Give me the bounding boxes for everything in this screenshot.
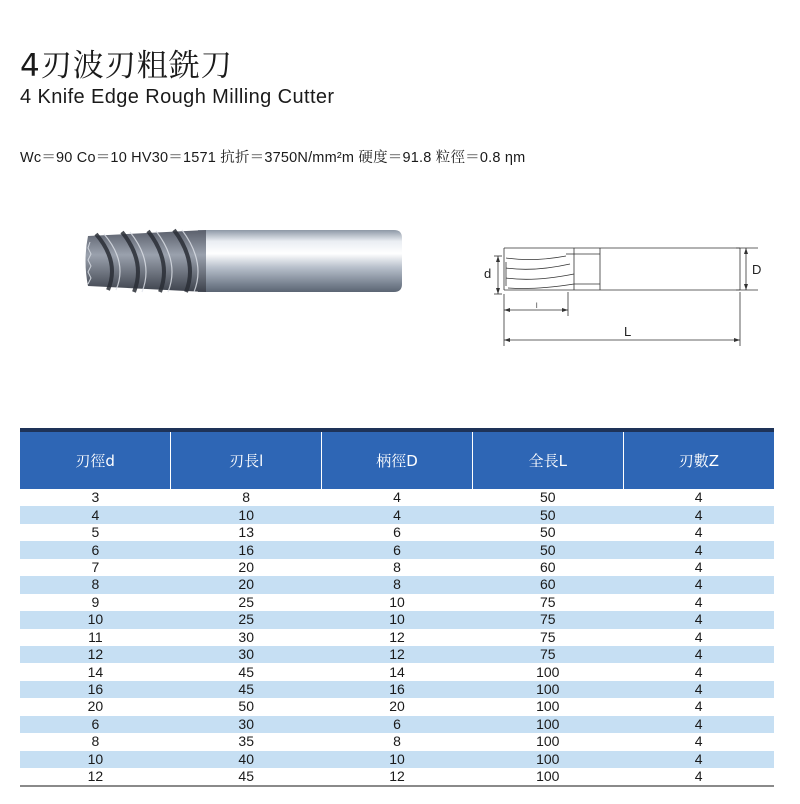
table-row: [20, 751, 774, 768]
page-title: 4刃波刃粗銑刀: [20, 48, 233, 84]
table-cell: 13: [171, 524, 322, 541]
table-cell: 4: [20, 506, 171, 523]
table-cell: 4: [623, 541, 774, 558]
material-spec: Wc＝90 Co＝10 HV30＝1571 抗折＝3750N/mm²m 硬度＝91.8 粒徑＝0.8 ηm: [20, 150, 526, 166]
dimension-drawing: [474, 218, 774, 348]
table-cell: 20: [171, 559, 322, 576]
table-cell: 100: [472, 751, 623, 768]
table-cell: 30: [171, 646, 322, 663]
table-cell: 100: [472, 698, 623, 715]
table-row: [20, 733, 774, 750]
header-shank-diameter: 柄徑D: [322, 432, 473, 489]
table-row: [20, 611, 774, 628]
table-bottom-rule: [20, 785, 774, 787]
table-cell: 4: [623, 663, 774, 680]
table-cell: 45: [171, 663, 322, 680]
table-cell: 20: [171, 576, 322, 593]
table-cell: 4: [322, 506, 473, 523]
table-row: [20, 541, 774, 558]
table-cell: 4: [623, 751, 774, 768]
table-cell: 60: [472, 559, 623, 576]
label-d: d: [484, 266, 492, 281]
table-cell: 45: [171, 681, 322, 698]
table-cell: 60: [472, 576, 623, 593]
table-cell: 45: [171, 768, 322, 785]
label-D: D: [752, 262, 762, 277]
table-cell: 4: [623, 576, 774, 593]
table-row: [20, 681, 774, 698]
table-cell: 12: [322, 768, 473, 785]
table-cell: 12: [322, 629, 473, 646]
header-blade-diameter: 刃徑d: [20, 432, 171, 489]
table-row: [20, 768, 774, 785]
header-overall-length: 全長L: [472, 432, 623, 489]
table-cell: 3: [20, 489, 171, 506]
label-l: l: [536, 303, 538, 310]
header-flute-count: 刃數Z: [623, 432, 774, 489]
table-cell: 4: [623, 681, 774, 698]
table-cell: 4: [623, 646, 774, 663]
table-cell: 8: [20, 733, 171, 750]
label-L: L: [624, 324, 632, 339]
table-cell: 10: [171, 506, 322, 523]
table-cell: 12: [20, 646, 171, 663]
table-cell: 8: [322, 576, 473, 593]
table-cell: 75: [472, 611, 623, 628]
table-row: [20, 698, 774, 715]
table-cell: 8: [322, 559, 473, 576]
table-cell: 100: [472, 733, 623, 750]
table-row: [20, 663, 774, 680]
table-cell: 100: [472, 663, 623, 680]
table-cell: 75: [472, 646, 623, 663]
table-cell: 50: [472, 506, 623, 523]
table-cell: 50: [171, 698, 322, 715]
table-cell: 4: [623, 611, 774, 628]
header-blade-length: 刃長l: [171, 432, 322, 489]
table-cell: 20: [20, 698, 171, 715]
table-cell: 25: [171, 611, 322, 628]
page-subtitle: 4 Knife Edge Rough Milling Cutter: [20, 86, 335, 108]
table-cell: 6: [20, 716, 171, 733]
table-cell: 30: [171, 716, 322, 733]
table-cell: 5: [20, 524, 171, 541]
table-cell: 16: [322, 681, 473, 698]
table-row: [20, 506, 774, 523]
table-row: [20, 716, 774, 733]
table-cell: 6: [20, 541, 171, 558]
table-cell: 100: [472, 768, 623, 785]
table-cell: 10: [20, 751, 171, 768]
table-cell: 4: [623, 559, 774, 576]
table-cell: 4: [322, 489, 473, 506]
table-cell: 35: [171, 733, 322, 750]
table-cell: 4: [623, 716, 774, 733]
table-cell: 50: [472, 524, 623, 541]
table-cell: 16: [171, 541, 322, 558]
table-cell: 14: [322, 663, 473, 680]
table-cell: 6: [322, 716, 473, 733]
table-cell: 40: [171, 751, 322, 768]
table-cell: 12: [322, 646, 473, 663]
table-cell: 7: [20, 559, 171, 576]
table-cell: 50: [472, 489, 623, 506]
table-row: [20, 594, 774, 611]
cutter-photo: [78, 222, 408, 302]
table-row: [20, 489, 774, 506]
table-cell: 20: [322, 698, 473, 715]
table-cell: 4: [623, 506, 774, 523]
table-cell: 6: [322, 541, 473, 558]
table-cell: 8: [171, 489, 322, 506]
table-cell: 50: [472, 541, 623, 558]
table-row: [20, 629, 774, 646]
table-row: [20, 576, 774, 593]
table-cell: 4: [623, 733, 774, 750]
table-cell: 10: [322, 751, 473, 768]
table-cell: 9: [20, 594, 171, 611]
table-cell: 10: [322, 611, 473, 628]
table-cell: 4: [623, 768, 774, 785]
table-cell: 4: [623, 524, 774, 541]
table-cell: 100: [472, 716, 623, 733]
table-cell: 6: [322, 524, 473, 541]
spec-table: [20, 428, 774, 787]
table-cell: 8: [20, 576, 171, 593]
table-cell: 12: [20, 768, 171, 785]
table-cell: 75: [472, 629, 623, 646]
table-header-row: [20, 432, 774, 489]
table-cell: 4: [623, 594, 774, 611]
table-cell: 10: [322, 594, 473, 611]
table-cell: 100: [472, 681, 623, 698]
table-cell: 8: [322, 733, 473, 750]
table-cell: 4: [623, 489, 774, 506]
table-row: [20, 559, 774, 576]
table-row: [20, 646, 774, 663]
table-cell: 10: [20, 611, 171, 628]
table-cell: 16: [20, 681, 171, 698]
table-cell: 4: [623, 629, 774, 646]
table-cell: 11: [20, 629, 171, 646]
table-row: [20, 524, 774, 541]
table-cell: 30: [171, 629, 322, 646]
table-cell: 75: [472, 594, 623, 611]
table-cell: 4: [623, 698, 774, 715]
table-cell: 14: [20, 663, 171, 680]
table-cell: 25: [171, 594, 322, 611]
